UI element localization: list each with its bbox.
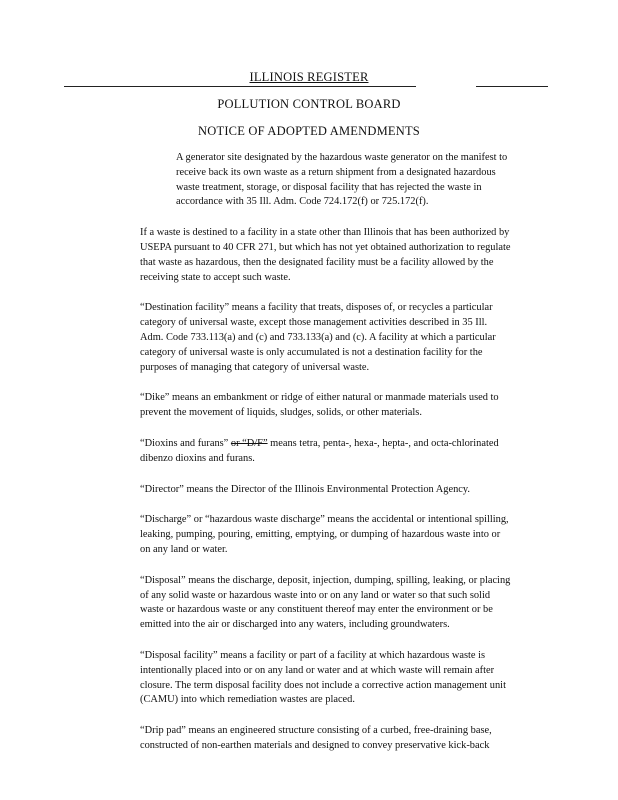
paragraph-destination-facility: “Destination facility” means a facility that treats, disposes of, or recycles a particular category of universal waste, except those management activities described in 35 Ill. Adm. Code 733.113(a) and (c) and 733.133(a) and (c). A facility at which a particular category of universal waste is only accumulated is not a destination facility for the purposes of managing that category of universal waste. [140, 302, 496, 373]
board-title: POLLUTION CONTROL BOARD [217, 97, 401, 111]
struck-abbreviation: or “D/F” [230, 437, 268, 449]
dioxins-definition: means tetra, penta-, hexa-, hepta-, and octa-chlorinated dibenzo dioxins and furans. [140, 437, 499, 464]
paragraph-director: “Director” means the Director of the Illinois Environmental Protection Agency. [140, 483, 470, 495]
header-rule [64, 86, 548, 87]
paragraph-dioxins-furans [140, 437, 512, 467]
paragraph-disposal-facility: “Disposal facility” means a facility or part of a facility at which hazardous waste is intentionally placed into or on any land or water and at which waste will remain after closure. The term disposal facility does not include a corrective action management unit (CAMU) into which remediation wastes are placed. [140, 649, 506, 706]
paragraph-dike: “Dike” means an embankment or ridge of either natural or manmade materials used to prevent the movement of liquids, sludges, solids, or other materials. [140, 392, 499, 419]
paragraph-discharge: “Discharge” or “hazardous waste discharge” means the accidental or intentional spilling, leaking, pumping, pouring, emitting, emptying, or dumping of hazardous waste into or on any land or water. [140, 514, 509, 555]
header-rule-gap [416, 85, 476, 89]
register-title: ILLINOIS REGISTER [249, 70, 369, 84]
document-body [140, 151, 512, 770]
notice-title: NOTICE OF ADOPTED AMENDMENTS [198, 124, 420, 138]
dioxins-term: “Dioxins and furans” [140, 437, 231, 449]
paragraph-other-state: If a waste is destined to a facility in a state other than Illinois that has been authorized by USEPA pursuant to 40 CFR 271, but which has not yet obtained authorization to regulate that waste as hazardous, then the designated facility must be a facility allowed by the receiving state to accept such waste. [140, 227, 511, 283]
paragraph-disposal: “Disposal” means the discharge, deposit, injection, dumping, spilling, leaking, or placing of any solid waste or hazardous waste into or on any land or water so that such solid waste or hazardous waste or any constituent thereof may enter the environment or be emitted into the air or discharged into any waters, including groundwaters. [140, 574, 511, 631]
paragraph-drip-pad: “Drip pad” means an engineered structure consisting of a curbed, free-draining base, constructed of non-earthen materials and designed to convey preservative kick-back [140, 725, 492, 751]
paragraph-designated-facility-item: A generator site designated by the hazardous waste generator on the manifest to receive back its own waste as a return shipment from a designated hazardous waste treatment, storage, or disposal facility that has rejected the waste in accordance with 35 Ill. Adm. Code 724.172(f) or 725.172(f). [176, 152, 508, 208]
